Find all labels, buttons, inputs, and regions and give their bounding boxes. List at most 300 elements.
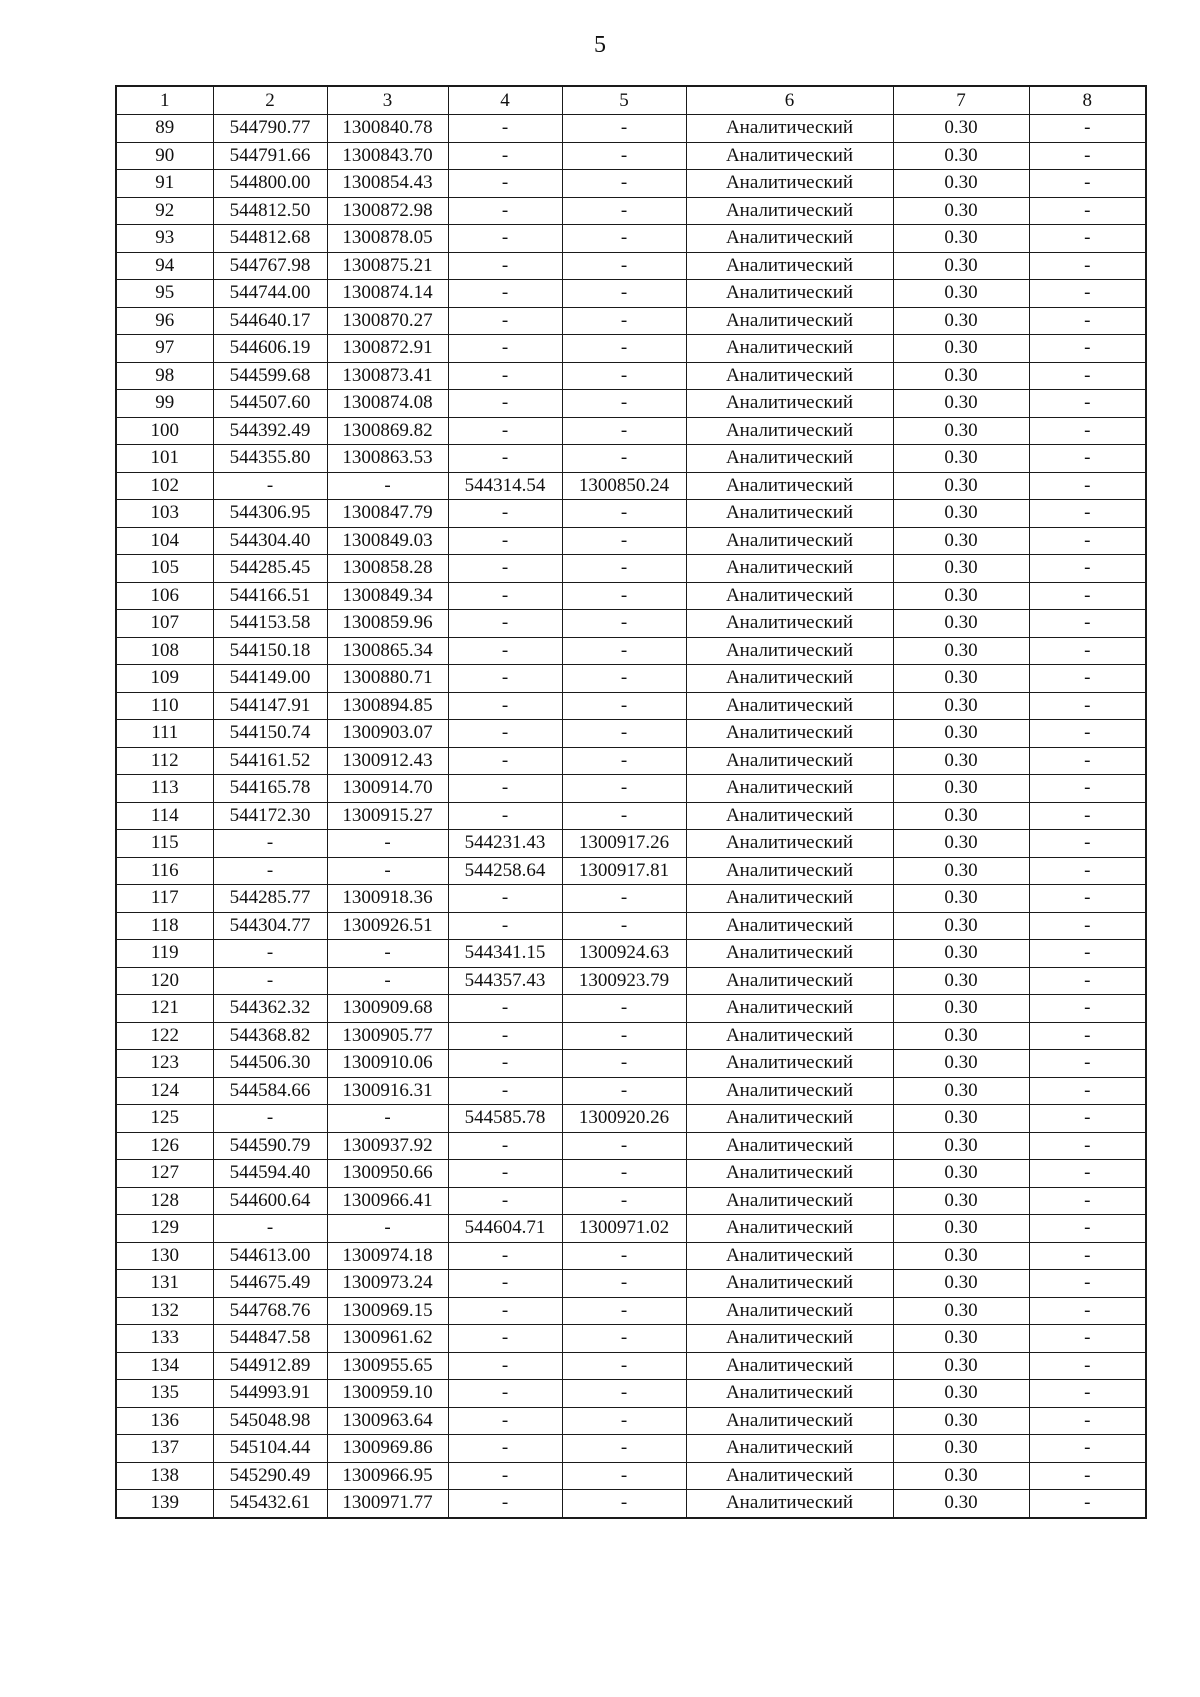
- table-cell: 121: [116, 995, 213, 1023]
- table-cell: -: [1029, 1462, 1146, 1490]
- table-cell: -: [562, 1380, 686, 1408]
- table-cell: 544791.66: [213, 142, 327, 170]
- table-cell: -: [213, 830, 327, 858]
- table-cell: 544744.00: [213, 280, 327, 308]
- table-cell: -: [562, 1077, 686, 1105]
- table-cell: -: [562, 885, 686, 913]
- table-cell: 544993.91: [213, 1380, 327, 1408]
- table-cell: -: [448, 802, 562, 830]
- table-cell: -: [448, 445, 562, 473]
- table-row: [116, 967, 1146, 995]
- table-cell: 1300858.28: [327, 555, 448, 583]
- table-cell: 544675.49: [213, 1270, 327, 1298]
- table-cell: 1300910.06: [327, 1050, 448, 1078]
- table-cell: 1300909.68: [327, 995, 448, 1023]
- table-cell: 103: [116, 500, 213, 528]
- table-cell: 544161.52: [213, 747, 327, 775]
- table-cell: 544640.17: [213, 307, 327, 335]
- table-cell: -: [562, 197, 686, 225]
- table-cell: -: [1029, 115, 1146, 143]
- table-cell: -: [1029, 637, 1146, 665]
- table-cell: Аналитический: [686, 1105, 893, 1133]
- table-row: [116, 665, 1146, 693]
- table-cell: -: [1029, 1352, 1146, 1380]
- table-cell: 544231.43: [448, 830, 562, 858]
- table-cell: 99: [116, 390, 213, 418]
- table-cell: 1300874.08: [327, 390, 448, 418]
- table-cell: -: [448, 912, 562, 940]
- table-cell: 0.30: [893, 362, 1029, 390]
- table-row: [116, 692, 1146, 720]
- table-cell: 109: [116, 665, 213, 693]
- table-cell: 1300950.66: [327, 1160, 448, 1188]
- table-cell: 0.30: [893, 1380, 1029, 1408]
- table-cell: -: [562, 720, 686, 748]
- table-cell: Аналитический: [686, 555, 893, 583]
- table-cell: -: [1029, 857, 1146, 885]
- table-cell: 0.30: [893, 582, 1029, 610]
- table-cell: -: [213, 1215, 327, 1243]
- table-cell: 119: [116, 940, 213, 968]
- table-cell: 544304.77: [213, 912, 327, 940]
- table-cell: 1300914.70: [327, 775, 448, 803]
- table-cell: 544357.43: [448, 967, 562, 995]
- table-row: [116, 1077, 1146, 1105]
- table-row: [116, 1022, 1146, 1050]
- table-cell: -: [562, 1160, 686, 1188]
- table-cell: Аналитический: [686, 692, 893, 720]
- table-cell: 1300963.64: [327, 1407, 448, 1435]
- table-cell: -: [1029, 692, 1146, 720]
- table-cell: 114: [116, 802, 213, 830]
- table-cell: 544166.51: [213, 582, 327, 610]
- table-cell: 0.30: [893, 472, 1029, 500]
- table-cell: -: [448, 1462, 562, 1490]
- table-cell: -: [562, 1297, 686, 1325]
- table-row: [116, 115, 1146, 143]
- table-row: [116, 830, 1146, 858]
- table-cell: -: [1029, 197, 1146, 225]
- table-cell: -: [1029, 1407, 1146, 1435]
- table-cell: -: [448, 225, 562, 253]
- table-cell: Аналитический: [686, 1050, 893, 1078]
- table-cell: -: [1029, 252, 1146, 280]
- table-cell: -: [448, 1077, 562, 1105]
- table-cell: 0.30: [893, 637, 1029, 665]
- table-cell: Аналитический: [686, 1490, 893, 1518]
- table-cell: -: [562, 692, 686, 720]
- table-cell: 544606.19: [213, 335, 327, 363]
- table-cell: 1300918.36: [327, 885, 448, 913]
- page-number: 5: [594, 32, 606, 58]
- table-cell: 126: [116, 1132, 213, 1160]
- table-row: [116, 362, 1146, 390]
- table-cell: 0.30: [893, 115, 1029, 143]
- table-cell: 122: [116, 1022, 213, 1050]
- table-row: [116, 802, 1146, 830]
- table-cell: -: [562, 610, 686, 638]
- table-cell: -: [1029, 390, 1146, 418]
- table-cell: 1300924.63: [562, 940, 686, 968]
- table-cell: Аналитический: [686, 1077, 893, 1105]
- table-cell: -: [1029, 555, 1146, 583]
- table-cell: 97: [116, 335, 213, 363]
- header-cell: 1: [116, 86, 213, 115]
- table-cell: Аналитический: [686, 472, 893, 500]
- table-cell: -: [448, 747, 562, 775]
- table-cell: 104: [116, 527, 213, 555]
- table-cell: -: [562, 1050, 686, 1078]
- table-cell: 0.30: [893, 1022, 1029, 1050]
- table-cell: -: [448, 1490, 562, 1518]
- table-cell: 93: [116, 225, 213, 253]
- table-cell: 124: [116, 1077, 213, 1105]
- table-cell: -: [562, 665, 686, 693]
- table-row: [116, 1187, 1146, 1215]
- table-cell: 0.30: [893, 1270, 1029, 1298]
- table-cell: 130: [116, 1242, 213, 1270]
- table-cell: 544599.68: [213, 362, 327, 390]
- table-row: [116, 1352, 1146, 1380]
- table-cell: -: [448, 390, 562, 418]
- table-cell: -: [1029, 940, 1146, 968]
- table-cell: 0.30: [893, 830, 1029, 858]
- table-cell: 1300894.85: [327, 692, 448, 720]
- table-cell: 1300865.34: [327, 637, 448, 665]
- table-cell: 545432.61: [213, 1490, 327, 1518]
- table-row: [116, 995, 1146, 1023]
- header-cell: 6: [686, 86, 893, 115]
- table-cell: 0.30: [893, 1352, 1029, 1380]
- table-cell: 95: [116, 280, 213, 308]
- table-cell: -: [1029, 1187, 1146, 1215]
- table-cell: 1300840.78: [327, 115, 448, 143]
- table-cell: Аналитический: [686, 775, 893, 803]
- table-cell: -: [1029, 720, 1146, 748]
- table-cell: -: [448, 197, 562, 225]
- table-cell: 0.30: [893, 390, 1029, 418]
- table-cell: Аналитический: [686, 390, 893, 418]
- table-cell: 544341.15: [448, 940, 562, 968]
- table-row: [116, 610, 1146, 638]
- table-cell: Аналитический: [686, 280, 893, 308]
- table-row: [116, 1132, 1146, 1160]
- table-cell: 544594.40: [213, 1160, 327, 1188]
- table-cell: Аналитический: [686, 582, 893, 610]
- table-cell: -: [1029, 582, 1146, 610]
- table-cell: -: [448, 610, 562, 638]
- table-cell: 116: [116, 857, 213, 885]
- table-row: [116, 307, 1146, 335]
- table-cell: -: [562, 802, 686, 830]
- table-cell: Аналитический: [686, 885, 893, 913]
- table-cell: 123: [116, 1050, 213, 1078]
- table-cell: -: [448, 417, 562, 445]
- table-cell: Аналитический: [686, 527, 893, 555]
- table-cell: -: [213, 967, 327, 995]
- table-cell: -: [448, 1242, 562, 1270]
- table-cell: 0.30: [893, 1462, 1029, 1490]
- table-cell: Аналитический: [686, 1352, 893, 1380]
- table-cell: Аналитический: [686, 1297, 893, 1325]
- table-cell: -: [562, 1325, 686, 1353]
- table-cell: 544165.78: [213, 775, 327, 803]
- table-cell: Аналитический: [686, 1270, 893, 1298]
- table-cell: -: [1029, 775, 1146, 803]
- table-cell: -: [562, 1022, 686, 1050]
- table-cell: 1300966.41: [327, 1187, 448, 1215]
- table-cell: 544912.89: [213, 1352, 327, 1380]
- table-row: [116, 1160, 1146, 1188]
- table-cell: -: [448, 995, 562, 1023]
- table-cell: 134: [116, 1352, 213, 1380]
- table-cell: 0.30: [893, 1077, 1029, 1105]
- table-cell: 131: [116, 1270, 213, 1298]
- table-row: [116, 335, 1146, 363]
- header-cell: 4: [448, 86, 562, 115]
- table-cell: 1300971.77: [327, 1490, 448, 1518]
- table-cell: 0.30: [893, 307, 1029, 335]
- table-cell: -: [327, 967, 448, 995]
- table-cell: 128: [116, 1187, 213, 1215]
- table-cell: 111: [116, 720, 213, 748]
- table-cell: 115: [116, 830, 213, 858]
- table-row: [116, 1462, 1146, 1490]
- table-cell: 544314.54: [448, 472, 562, 500]
- table-row: [116, 1490, 1146, 1518]
- table-cell: 117: [116, 885, 213, 913]
- table-cell: Аналитический: [686, 610, 893, 638]
- table-cell: Аналитический: [686, 637, 893, 665]
- table-cell: -: [562, 1435, 686, 1463]
- table-cell: 0.30: [893, 1050, 1029, 1078]
- table-cell: 105: [116, 555, 213, 583]
- table-cell: 544306.95: [213, 500, 327, 528]
- table-cell: -: [1029, 830, 1146, 858]
- table-cell: -: [1029, 1490, 1146, 1518]
- table-cell: -: [448, 720, 562, 748]
- header-cell: 3: [327, 86, 448, 115]
- table-cell: -: [1029, 307, 1146, 335]
- table-row: [116, 1242, 1146, 1270]
- table-cell: Аналитический: [686, 362, 893, 390]
- table-cell: 0.30: [893, 280, 1029, 308]
- table-cell: -: [448, 500, 562, 528]
- table-row: [116, 885, 1146, 913]
- table-cell: -: [213, 940, 327, 968]
- table-cell: 1300971.02: [562, 1215, 686, 1243]
- table-cell: 0.30: [893, 1242, 1029, 1270]
- table-row: [116, 1297, 1146, 1325]
- table-cell: 544604.71: [448, 1215, 562, 1243]
- table-cell: 1300917.81: [562, 857, 686, 885]
- table-cell: 0.30: [893, 142, 1029, 170]
- table-cell: 0.30: [893, 335, 1029, 363]
- header-row: [116, 86, 1146, 115]
- table-cell: -: [562, 252, 686, 280]
- table-cell: 1300850.24: [562, 472, 686, 500]
- header-cell: 2: [213, 86, 327, 115]
- table-cell: 0.30: [893, 252, 1029, 280]
- table-cell: 1300849.34: [327, 582, 448, 610]
- table-cell: -: [213, 857, 327, 885]
- table-cell: -: [327, 1105, 448, 1133]
- table-cell: -: [562, 1132, 686, 1160]
- table-cell: -: [562, 1490, 686, 1518]
- table-cell: -: [448, 1187, 562, 1215]
- table-cell: 0.30: [893, 610, 1029, 638]
- table-body: [116, 115, 1146, 1518]
- table-cell: Аналитический: [686, 1132, 893, 1160]
- table-cell: -: [562, 445, 686, 473]
- table-cell: 0.30: [893, 1105, 1029, 1133]
- table-cell: -: [448, 1325, 562, 1353]
- table-cell: -: [562, 500, 686, 528]
- table-cell: Аналитический: [686, 307, 893, 335]
- table-cell: -: [327, 940, 448, 968]
- table-cell: Аналитический: [686, 1160, 893, 1188]
- table-cell: -: [562, 280, 686, 308]
- table-cell: Аналитический: [686, 335, 893, 363]
- table-cell: -: [448, 582, 562, 610]
- table-row: [116, 555, 1146, 583]
- table-cell: -: [562, 527, 686, 555]
- table-cell: -: [1029, 1297, 1146, 1325]
- table-cell: 112: [116, 747, 213, 775]
- table-cell: 1300937.92: [327, 1132, 448, 1160]
- table-cell: Аналитический: [686, 802, 893, 830]
- table-cell: -: [1029, 445, 1146, 473]
- table-cell: -: [562, 1407, 686, 1435]
- table-cell: 1300915.27: [327, 802, 448, 830]
- table-row: [116, 747, 1146, 775]
- table-cell: -: [1029, 610, 1146, 638]
- table-cell: -: [448, 280, 562, 308]
- table-cell: Аналитический: [686, 665, 893, 693]
- table-cell: -: [562, 417, 686, 445]
- table-cell: 92: [116, 197, 213, 225]
- table-cell: -: [562, 362, 686, 390]
- table-row: [116, 170, 1146, 198]
- table-cell: -: [1029, 912, 1146, 940]
- table-cell: 0.30: [893, 995, 1029, 1023]
- table-cell: Аналитический: [686, 417, 893, 445]
- table-cell: Аналитический: [686, 967, 893, 995]
- table-row: [116, 582, 1146, 610]
- table-row: [116, 1407, 1146, 1435]
- table-row: [116, 500, 1146, 528]
- table-cell: -: [562, 1352, 686, 1380]
- table-cell: 101: [116, 445, 213, 473]
- table-cell: -: [562, 335, 686, 363]
- table-cell: 1300903.07: [327, 720, 448, 748]
- table-cell: -: [1029, 885, 1146, 913]
- table-cell: 1300923.79: [562, 967, 686, 995]
- table-cell: -: [448, 1270, 562, 1298]
- table-cell: Аналитический: [686, 500, 893, 528]
- table-cell: Аналитический: [686, 445, 893, 473]
- table-row: [116, 1105, 1146, 1133]
- table-cell: -: [562, 995, 686, 1023]
- table-cell: 94: [116, 252, 213, 280]
- table-cell: 1300872.91: [327, 335, 448, 363]
- table-cell: 544812.68: [213, 225, 327, 253]
- table-cell: 544585.78: [448, 1105, 562, 1133]
- table-cell: 113: [116, 775, 213, 803]
- table-cell: -: [562, 142, 686, 170]
- table-cell: 1300878.05: [327, 225, 448, 253]
- table-cell: -: [562, 170, 686, 198]
- table-cell: 139: [116, 1490, 213, 1518]
- table-cell: -: [448, 1132, 562, 1160]
- table-cell: -: [562, 1242, 686, 1270]
- table-cell: 1300843.70: [327, 142, 448, 170]
- table-cell: -: [1029, 1242, 1146, 1270]
- table-cell: -: [1029, 1380, 1146, 1408]
- table-cell: 1300959.10: [327, 1380, 448, 1408]
- table-cell: 0.30: [893, 225, 1029, 253]
- header-cell: 8: [1029, 86, 1146, 115]
- table-cell: Аналитический: [686, 912, 893, 940]
- table-cell: 544147.91: [213, 692, 327, 720]
- table-cell: 544790.77: [213, 115, 327, 143]
- table-cell: 1300920.26: [562, 1105, 686, 1133]
- table-row: [116, 940, 1146, 968]
- table-row: [116, 912, 1146, 940]
- table-cell: 129: [116, 1215, 213, 1243]
- table-cell: -: [327, 472, 448, 500]
- table-cell: -: [448, 1297, 562, 1325]
- table-cell: -: [562, 912, 686, 940]
- table-cell: -: [562, 390, 686, 418]
- table-cell: -: [1029, 1160, 1146, 1188]
- table-cell: -: [327, 857, 448, 885]
- table-cell: 1300973.24: [327, 1270, 448, 1298]
- table-cell: 0.30: [893, 417, 1029, 445]
- table-cell: -: [448, 775, 562, 803]
- table-cell: 0.30: [893, 555, 1029, 583]
- table-cell: 544150.18: [213, 637, 327, 665]
- table-cell: 108: [116, 637, 213, 665]
- table-row: [116, 252, 1146, 280]
- table-cell: 545048.98: [213, 1407, 327, 1435]
- table-cell: 544800.00: [213, 170, 327, 198]
- table-cell: 1300969.86: [327, 1435, 448, 1463]
- table-row: [116, 197, 1146, 225]
- table-cell: 0.30: [893, 940, 1029, 968]
- table-cell: 544304.40: [213, 527, 327, 555]
- table-cell: 132: [116, 1297, 213, 1325]
- table-cell: 0.30: [893, 967, 1029, 995]
- table-cell: 544172.30: [213, 802, 327, 830]
- table-cell: 0.30: [893, 1490, 1029, 1518]
- table-cell: 1300961.62: [327, 1325, 448, 1353]
- table-cell: -: [1029, 1077, 1146, 1105]
- table-cell: 0.30: [893, 1435, 1029, 1463]
- table-row: [116, 857, 1146, 885]
- table-cell: 0.30: [893, 1215, 1029, 1243]
- table-cell: 98: [116, 362, 213, 390]
- table-cell: Аналитический: [686, 1380, 893, 1408]
- table-cell: -: [1029, 1022, 1146, 1050]
- table-cell: Аналитический: [686, 252, 893, 280]
- table-row: [116, 142, 1146, 170]
- table-cell: -: [448, 335, 562, 363]
- table-cell: 100: [116, 417, 213, 445]
- table-cell: 1300974.18: [327, 1242, 448, 1270]
- table-row: [116, 1215, 1146, 1243]
- table-cell: -: [562, 1270, 686, 1298]
